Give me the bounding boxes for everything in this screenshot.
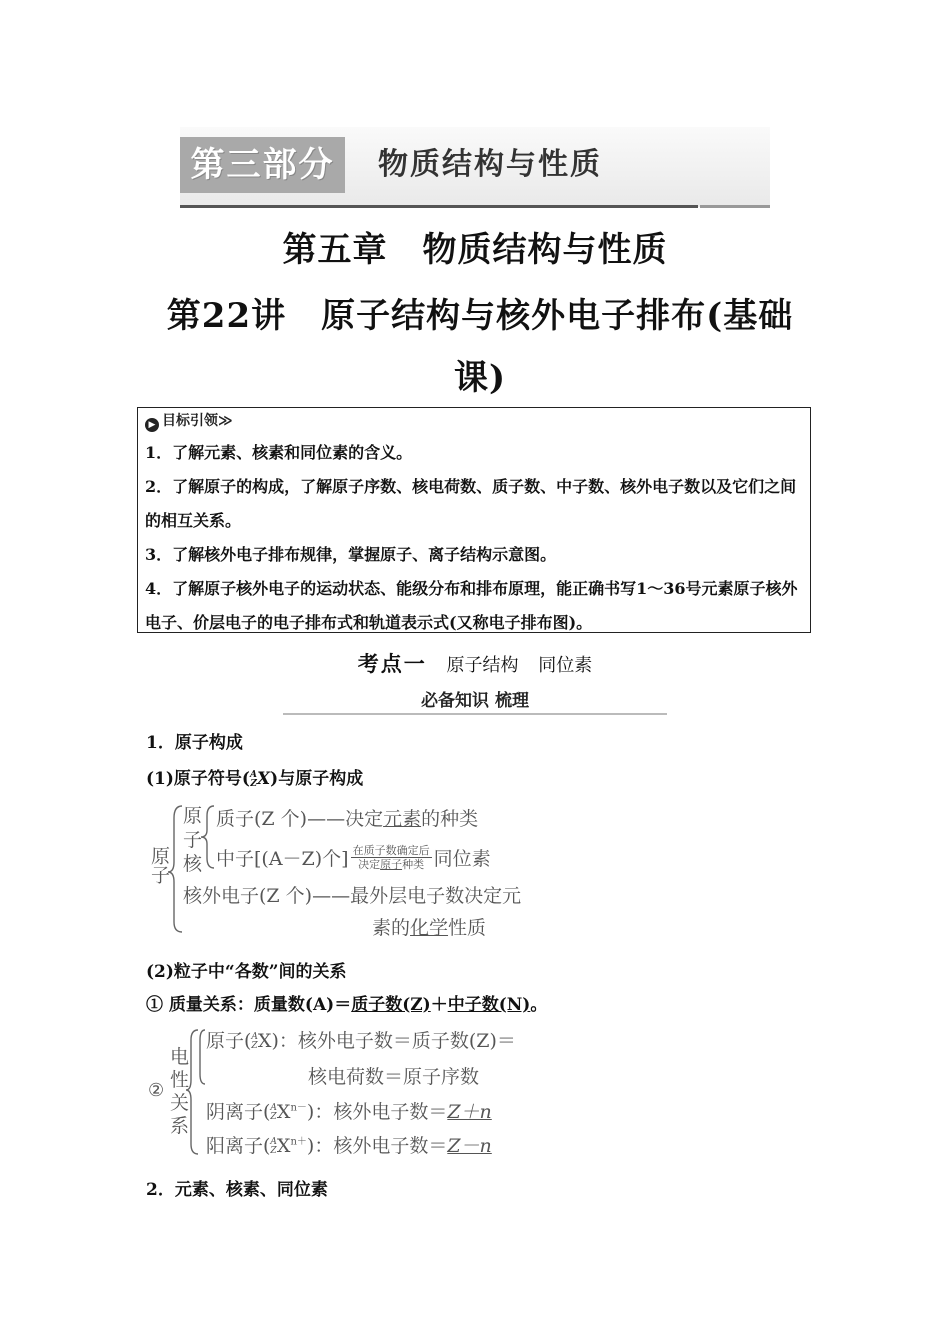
neutron-line: 中子[(A－Z)个] 在质子数确定后 决定原子种类 同位素 xyxy=(216,844,491,871)
charge-label: 电性关系 xyxy=(170,1046,190,1137)
item-number: ② xyxy=(148,1080,165,1101)
goal-item: 3．了解核外电子排布规律，掌握原子、离子结构示意图。 xyxy=(145,545,557,564)
electron-line-2: 素的化学性质 xyxy=(372,917,487,939)
kaodian-topic2: 同位素 xyxy=(538,655,593,676)
lecture-title: 第22讲 原子结构与核外电子排布(基础课) xyxy=(166,296,794,398)
atom-relation: 原子(A ZX)：核外电子数＝质子数(Z)＝ xyxy=(206,1030,516,1052)
electron-line: 核外电子(Z 个)——最外层电子数决定元 xyxy=(183,885,522,907)
mass-relation: ① 质量关系：质量数(A)＝质子数(Z)＋中子数(N)。 xyxy=(146,995,548,1015)
chapter-title: 第五章 物质结构与性质 xyxy=(282,230,668,270)
charge-brace-inner xyxy=(200,1030,205,1084)
atom-brace xyxy=(168,806,182,932)
atom-label: 原子 xyxy=(148,846,170,884)
atom-relation-2: 核电荷数＝原子序数 xyxy=(308,1066,480,1088)
s1-heading: 1．原子构成 xyxy=(146,733,243,753)
goal-item: 4．了解原子核外电子的运动状态、能级分布和排布原理，能正确书写1～36号元素原子核外电子、价层电子的电子排布式和轨道表示式(又称电子排布图)。 xyxy=(145,579,798,632)
double-chevron-icon: ≫ xyxy=(218,413,233,429)
part-title: 物质结构与性质 xyxy=(378,147,602,182)
goal-item: 1．了解元素、核素和同位素的含义。 xyxy=(145,443,413,462)
section-title: 必备知识 梳理 xyxy=(421,691,529,711)
nucleus-label: 原子核 xyxy=(183,805,203,875)
charge-brace-outer xyxy=(186,1030,198,1154)
proton-line: 质子(Z 个)——决定元素的种类 xyxy=(216,808,479,830)
goal-item: 2．了解原子的构成，了解原子序数、核电荷数、质子数、中子数、核外电子数以及它们之间的相互关系。 xyxy=(145,477,797,530)
goals-tag-label: 目标引领 xyxy=(162,413,218,429)
anion-relation: 阴离子(A $ZX^{n-}$)：核外电子数＝Z＋n xyxy=(206,1101,492,1123)
nucleus-brace xyxy=(201,806,214,868)
cation-relation: 阳离子(A $ZX^{n+}$)：核外电子数＝Z－n xyxy=(206,1135,492,1157)
kaodian-topic1: 原子结构 xyxy=(446,655,519,676)
s1-2-heading: (2)粒子中“各数”间的关系 xyxy=(146,962,347,982)
kaodian-label: 考点一 xyxy=(357,652,427,676)
s2-heading: 2．元素、核素、同位素 xyxy=(146,1180,328,1200)
part-label: 第三部分 xyxy=(180,137,345,193)
play-icon: ▶ xyxy=(145,418,159,432)
s1-1-heading: (1)原子符号(A ZX)与原子构成 xyxy=(146,769,364,789)
